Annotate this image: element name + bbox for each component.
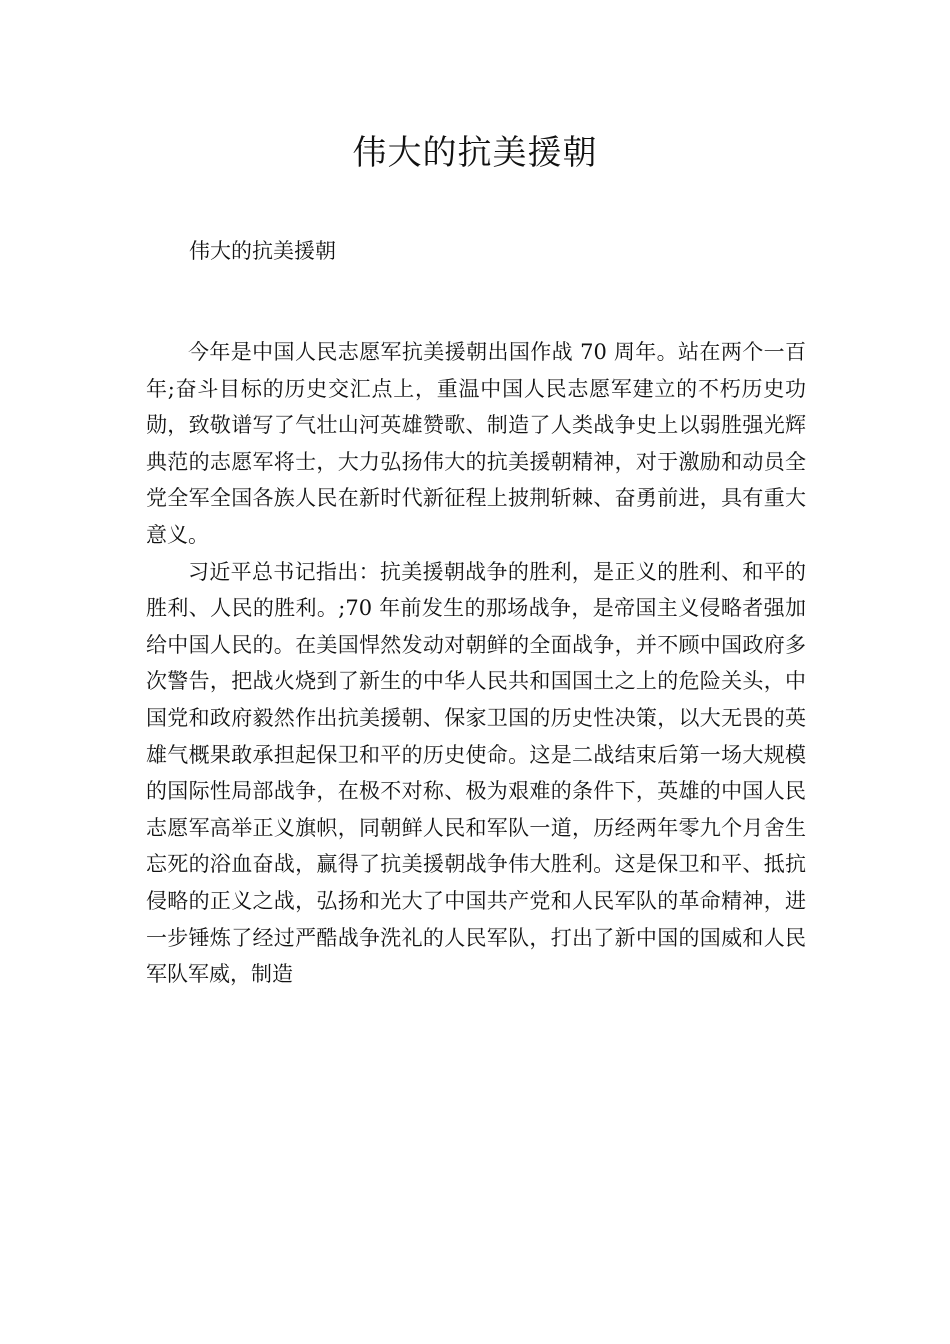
paragraph-1: 今年是中国人民志愿军抗美援朝出国作战 70 周年。站在两个一百年;奋斗目标的历史交汇点上，重温中国人民志愿军建立的不朽历史功勋，致敬谱写了气壮山河英雄赞歌、制造了人类战争史上以弱胜强光辉典范的志愿军将士，大力弘扬伟大的抗美援朝精神，对于激励和动员全党全军全国各族人民在新时代新征程上披荆斩棘、奋勇前进，具有重大意义。 xyxy=(146,340,806,547)
paragraph-2: 习近平总书记指出：抗美援朝战争的胜利，是正义的胜利、和平的胜利、人民的胜利。;70 年前发生的那场战争，是帝国主义侵略者强加给中国人民的。在美国悍然发动对朝鲜的全面战争，并不顾中国政府多次警告，把战火烧到了新生的中华人民共和国国土之上的危险关头，中国党和政府毅然作出抗美援朝、保家卫国的历史性决策，以大无畏的英雄气概果敢承担起保卫和平的历史使命。这是二战结束后第一场大规模的国际性局部战争，在极不对称、极为艰难的条件下，英雄的中国人民志愿军高举正义旗帜，同朝鲜人民和军队一道，历经两年零九个月舍生忘死的浴血奋战，赢得了抗美援朝战争伟大胜利。这是保卫和平、抵抗侵略的正义之战，弘扬和光大了中国共产党和人民军队的革命精神，进一步锤炼了经过严酷战争洗礼的人民军队，打出了新中国的国威和人民军队军威，制造 xyxy=(146,559,806,987)
document-subtitle: 伟大的抗美援朝 xyxy=(189,239,336,263)
document-body xyxy=(146,334,806,993)
document-title: 伟大的抗美援朝 xyxy=(352,133,598,173)
